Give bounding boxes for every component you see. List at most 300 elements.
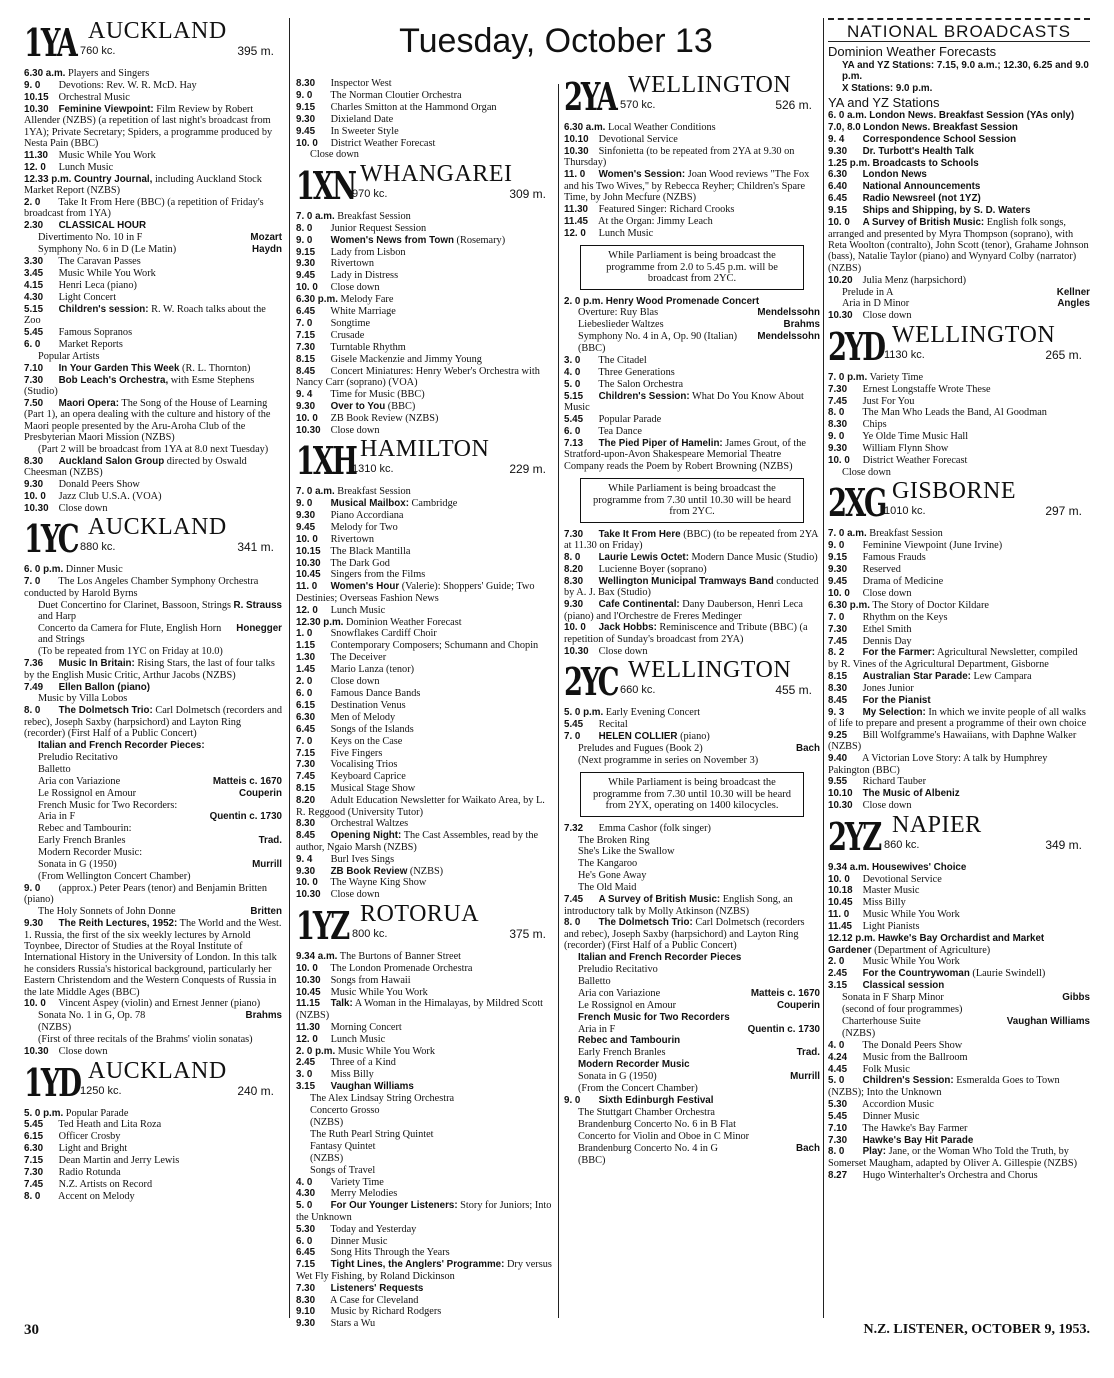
program-title: Hawke's Bay Orchardist and Market Gardener bbox=[828, 933, 1045, 956]
program-entry bbox=[828, 1075, 1090, 1098]
program-entry bbox=[24, 220, 282, 231]
program-details: The Cast Assembles, read by the author, Ngaio Marsh (NZBS) bbox=[296, 830, 539, 853]
program-time: 4.15 bbox=[24, 279, 44, 291]
station-header bbox=[828, 811, 1090, 859]
composer: Quentin c. 1730 bbox=[209, 811, 282, 823]
program-entry bbox=[828, 1146, 1090, 1169]
program-entry bbox=[828, 695, 1090, 706]
program-time: 11. 0 bbox=[296, 581, 318, 593]
program-time: 4. 0 bbox=[828, 1039, 845, 1051]
program-entry bbox=[296, 1153, 554, 1164]
program-details: English Song, an introductory talk by Molly Atkinson (NZBS) bbox=[564, 894, 793, 917]
program-entry bbox=[828, 921, 1090, 932]
program-time: 11.45 bbox=[564, 215, 588, 227]
program-time: 7. 0 a.m. bbox=[296, 210, 335, 222]
program-time: 6.30 bbox=[828, 169, 848, 181]
program-details: Breakfast Session bbox=[869, 528, 943, 540]
program-entry bbox=[24, 1131, 282, 1142]
program-entry bbox=[296, 818, 554, 829]
program-subtitle: Italian and French Recorder Pieces bbox=[578, 952, 742, 964]
program-details: (Department of Agriculture) bbox=[874, 944, 991, 956]
composer: Vaughan Williams bbox=[1006, 1015, 1090, 1027]
program-entry bbox=[564, 391, 820, 414]
program-entry bbox=[24, 197, 282, 220]
program-title: London News. Breakfast Session bbox=[863, 121, 1018, 133]
program-time: 9.15 bbox=[296, 101, 316, 113]
composer: Murrill bbox=[252, 859, 282, 871]
program-entry bbox=[24, 491, 282, 502]
program-entry bbox=[564, 755, 820, 766]
section-heading: NATIONAL BROADCASTS bbox=[828, 18, 1090, 42]
program-time: 8.30 bbox=[296, 1294, 316, 1306]
program-item: Prelude in A bbox=[842, 286, 894, 298]
program-time: 2. 0 p.m. bbox=[564, 295, 604, 307]
program-time: 8.15 bbox=[828, 670, 848, 682]
program-details: The Song of the House of Learning (Part 1), an opera dealing with the culture and history of the Maori people presented by the Aru-Aroha Club of the Presbyterian Maori Mission (NZBS) bbox=[24, 397, 271, 444]
program-time: 10.20 bbox=[828, 274, 853, 286]
station-frequency: 800 kc. bbox=[352, 927, 388, 940]
program-details: Dominion Weather Forecast bbox=[345, 616, 462, 628]
program-details: Songs of the Islands bbox=[330, 723, 414, 735]
program-entry bbox=[24, 576, 282, 599]
program-time: 10. 0 bbox=[296, 533, 318, 545]
program-time: 7. 0 bbox=[564, 730, 581, 742]
program-time: 8.30 bbox=[828, 682, 848, 694]
program-time: 9. 3 bbox=[828, 706, 845, 718]
program-time: 11.30 bbox=[24, 149, 48, 161]
program-time: 6. 0 p.m. bbox=[24, 564, 64, 576]
program-entry bbox=[24, 1179, 282, 1190]
program-time: 10.30 bbox=[828, 800, 853, 812]
program-item: Aria in F bbox=[578, 1023, 616, 1035]
program-details: Chips bbox=[862, 419, 887, 431]
program-entry bbox=[828, 707, 1090, 730]
program-time: 5. 0 bbox=[296, 1200, 313, 1212]
program-item: The Stuttgart Chamber Orchestra bbox=[578, 1106, 715, 1118]
program-time: 3.15 bbox=[296, 1081, 316, 1093]
program-details: Dixieland Date bbox=[330, 113, 394, 125]
program-entry bbox=[24, 871, 282, 882]
program-entry bbox=[296, 1224, 554, 1235]
program-entry bbox=[564, 1155, 820, 1166]
program-time: 10.30 bbox=[564, 645, 589, 657]
program-time: 6. 0 bbox=[296, 687, 313, 699]
program-entry bbox=[564, 846, 820, 857]
program-title: Talk: bbox=[330, 998, 353, 1010]
program-time: 11.15 bbox=[296, 998, 320, 1010]
program-time: 6.45 bbox=[296, 306, 316, 318]
program-time: 7.32 bbox=[564, 822, 584, 834]
program-time: 7.45 bbox=[564, 894, 584, 906]
program-time: 9. 4 bbox=[296, 853, 313, 865]
program-title: For the Pianist bbox=[862, 694, 931, 706]
program-details: Keys on the Case bbox=[330, 735, 403, 747]
program-title: Musical Mailbox: bbox=[330, 497, 409, 509]
program-entry bbox=[24, 835, 282, 846]
program-time: 10. 0 bbox=[296, 282, 318, 294]
composer: Brahms bbox=[245, 1010, 282, 1022]
program-time: 2. 0 p.m. bbox=[296, 1045, 336, 1057]
program-time: 4.45 bbox=[828, 1063, 848, 1075]
program-entry bbox=[828, 60, 1090, 83]
program-details: Dinner Music bbox=[330, 1235, 388, 1247]
program-title: Auckland Salon Group bbox=[58, 455, 165, 467]
program-entry bbox=[24, 68, 282, 79]
program-details: Inspector West bbox=[330, 78, 392, 89]
station-callsign: 2YC bbox=[564, 659, 618, 705]
station-city: WELLINGTON bbox=[628, 657, 792, 684]
program-time: 8.30 bbox=[296, 78, 316, 89]
program-details: In Sweeter Style bbox=[330, 125, 399, 137]
program-title: Play: bbox=[862, 1146, 886, 1158]
program-time: 9. 4 bbox=[296, 388, 313, 400]
program-entry bbox=[24, 150, 282, 161]
program-details: In which we invite people of all walks of life to prepare and present a programme of their own choice bbox=[828, 706, 1087, 729]
program-details: The Wayne King Show bbox=[330, 877, 427, 889]
program-title: For the Countrywoman bbox=[862, 968, 970, 980]
program-entry bbox=[564, 976, 820, 987]
program-details: Musical Stage Show bbox=[330, 783, 416, 795]
composer: Mozart bbox=[250, 232, 282, 244]
program-entry bbox=[24, 398, 282, 444]
program-entry bbox=[564, 1143, 820, 1154]
program-entry bbox=[564, 1095, 820, 1106]
station-frequency: 760 kc. bbox=[80, 45, 116, 57]
program-details: ZB Book Review (NZBS) bbox=[330, 412, 439, 424]
program-entry bbox=[296, 318, 554, 329]
program-entry bbox=[564, 367, 820, 378]
program-entry bbox=[296, 486, 554, 497]
program-time: 6.45 bbox=[296, 1247, 316, 1259]
program-time: 10. 0 bbox=[828, 873, 850, 885]
program-entry bbox=[296, 1306, 554, 1317]
program-details: Music While You Work bbox=[862, 956, 960, 968]
program-time: 5.45 bbox=[828, 1110, 848, 1122]
program-entry bbox=[24, 740, 282, 751]
program-title: The Music of Albeniz bbox=[862, 788, 960, 800]
program-entry bbox=[24, 623, 282, 646]
program-entry bbox=[564, 870, 820, 881]
program-time: 9.34 a.m. bbox=[296, 950, 338, 962]
program-details: Charles Smitton at the Hammond Organ bbox=[330, 101, 497, 113]
program-entry bbox=[564, 307, 820, 318]
program-item: Preludio Recitativo bbox=[578, 964, 658, 976]
program-item: Concerto da Camera for Flute, English Horn and Strings bbox=[38, 622, 222, 646]
program-item: He's Gone Away bbox=[578, 870, 647, 882]
program-entry bbox=[296, 1046, 554, 1057]
program-item: Concerto Grosso bbox=[310, 1105, 380, 1117]
program-entry bbox=[564, 426, 820, 437]
program-details: The Donald Peers Show bbox=[862, 1039, 963, 1051]
program-entry bbox=[296, 1022, 554, 1033]
program-time: 7.13 bbox=[564, 437, 584, 449]
program-details: Recital bbox=[598, 719, 628, 731]
program-item: Charterhouse Suite bbox=[842, 1015, 921, 1027]
program-details: Carl Dolmetsch (recorders and rebec), Joseph Saxby (harpsichord) and Layton Ring (recorder) (First Half of a Public Concert) bbox=[24, 705, 282, 740]
program-entry bbox=[24, 162, 282, 173]
program-details: Carl Dolmetsch (recorders and rebec), Joseph Saxby (harpsichord) and Layton Ring (recorder) (First Half of a Public Concert) bbox=[564, 917, 805, 952]
program-item: Aria con Variazione bbox=[578, 987, 661, 999]
program-details: The Caravan Passes bbox=[58, 256, 141, 267]
program-details: The Story of Doctor Kildare bbox=[872, 599, 989, 611]
program-item: (From the Concert Chamber) bbox=[578, 1083, 698, 1095]
program-details: Folk Music bbox=[862, 1063, 910, 1075]
program-entry bbox=[828, 1064, 1090, 1075]
program-details: Radio Rotunda bbox=[58, 1167, 121, 1179]
program-entry bbox=[564, 1107, 820, 1118]
station-header bbox=[24, 514, 282, 562]
program-details: Feminine Viewpoint (June Irvine) bbox=[862, 540, 1003, 552]
program-time: 5. 0 bbox=[828, 1075, 845, 1087]
program-time: 3.45 bbox=[24, 267, 44, 279]
program-entry bbox=[296, 889, 554, 900]
program-entry bbox=[564, 331, 820, 342]
program-time: 6.30 a.m. bbox=[24, 68, 66, 79]
program-entry bbox=[296, 102, 554, 113]
program-details: Jane, or the Woman Who Told the Truth, by Somerset Maugham, adapted by Oliver A. Gillespie (NZBS) bbox=[828, 1146, 1078, 1169]
program-details: Close down bbox=[330, 424, 380, 436]
program-time: 9.10 bbox=[296, 1306, 316, 1318]
program-time: 8.45 bbox=[296, 365, 316, 377]
program-details: English folk songs, arranged and presented by Myra Thompson (soprano), with Reta Woolton (contralto), John Scott (tenor), Grahame Johnson (bass), Natalie Taylor (piano) and Wynyard Colby (narrator) (NZBS) bbox=[828, 217, 1089, 274]
program-entry bbox=[828, 624, 1090, 635]
program-details: The Los Angeles Chamber Symphony Orchestra conducted by Harold Byrns bbox=[24, 576, 259, 599]
program-entry bbox=[296, 795, 554, 818]
program-time: 10.45 bbox=[828, 897, 853, 909]
program-time: 3. 0 bbox=[296, 1069, 313, 1081]
program-time: 8.30 bbox=[296, 818, 316, 830]
program-entry bbox=[24, 1022, 282, 1033]
program-details: Local Weather Conditions bbox=[607, 122, 716, 133]
program-time: 8. 0 bbox=[564, 551, 581, 563]
program-entry bbox=[296, 354, 554, 365]
page-number: 30 bbox=[24, 1322, 39, 1338]
program-entry bbox=[24, 693, 282, 704]
program-entry bbox=[828, 467, 1090, 478]
program-item: Preludes and Fugues (Book 2) bbox=[578, 742, 703, 754]
program-details: Close down bbox=[58, 503, 108, 515]
program-entry bbox=[296, 223, 554, 234]
program-entry bbox=[564, 319, 820, 330]
program-entry bbox=[564, 529, 820, 552]
program-entry bbox=[828, 980, 1090, 991]
station-city: NAPIER bbox=[892, 811, 982, 838]
program-time: 3.30 bbox=[24, 256, 44, 267]
composer: Bach bbox=[796, 742, 820, 754]
program-details: Gisele Mackenzie and Jimmy Young bbox=[330, 353, 482, 365]
program-details: Orchestral Music bbox=[58, 91, 130, 103]
program-title: Correspondence School Session bbox=[862, 133, 1017, 145]
program-time: 5.15 bbox=[564, 390, 584, 402]
program-time: 7.15 bbox=[24, 1155, 44, 1167]
program-entry bbox=[24, 256, 282, 267]
program-time: 6.15 bbox=[296, 699, 316, 711]
program-details: Variety Time bbox=[330, 1176, 384, 1188]
program-title: Ellen Ballon (piano) bbox=[58, 681, 151, 693]
program-time: 12.33 p.m. bbox=[24, 173, 72, 185]
program-details: Vocalising Trios bbox=[330, 759, 398, 771]
program-item: Balletto bbox=[38, 763, 71, 775]
program-details: (Rosemary) bbox=[456, 234, 506, 246]
composer: Couperin bbox=[777, 999, 820, 1011]
station-header bbox=[296, 436, 554, 484]
program-entry bbox=[24, 363, 282, 374]
program-entry bbox=[296, 78, 554, 89]
program-entry bbox=[296, 1105, 554, 1116]
program-time: 9.25 bbox=[828, 729, 848, 741]
program-entry bbox=[296, 510, 554, 521]
program-time: 7.45 bbox=[24, 1178, 44, 1190]
program-time: 8. 0 bbox=[828, 407, 845, 419]
program-time: 6. 0 bbox=[564, 426, 581, 438]
program-entry bbox=[564, 355, 820, 366]
program-entry bbox=[296, 389, 554, 400]
station-callsign: 1XH bbox=[296, 438, 356, 484]
program-time: 4. 0 bbox=[296, 1176, 313, 1188]
program-title: London News bbox=[862, 169, 927, 181]
program-details: A Victorian Love Story: A talk by Humphrey Pakington (BBC) bbox=[828, 753, 1048, 776]
program-entry bbox=[296, 652, 554, 663]
program-item: The Broken Ring bbox=[578, 834, 650, 846]
program-time: 10.15 bbox=[24, 91, 49, 103]
program-entry bbox=[828, 552, 1090, 563]
program-details: Three Generations bbox=[598, 367, 675, 378]
program-time: 10. 0 bbox=[24, 998, 46, 1010]
program-time: 9. 0 bbox=[296, 89, 313, 101]
program-entry bbox=[296, 401, 554, 412]
program-entry bbox=[828, 298, 1090, 309]
program-time: 12. 0 bbox=[564, 227, 586, 239]
station-city: HAMILTON bbox=[360, 436, 490, 463]
station-frequency: 1130 kc. bbox=[884, 348, 925, 361]
program-entry bbox=[828, 158, 1090, 169]
program-details: Three of a Kind bbox=[330, 1057, 396, 1069]
station-header bbox=[24, 18, 282, 65]
station-frequency: 860 kc. bbox=[884, 838, 920, 851]
program-time: 7.30 bbox=[296, 1282, 316, 1294]
program-time: 8. 2 bbox=[828, 647, 845, 659]
program-item: Sonata in F Sharp Minor bbox=[842, 992, 944, 1004]
program-details: The Hawke's Bay Farmer bbox=[862, 1122, 968, 1134]
program-entry bbox=[296, 1093, 554, 1104]
program-entry bbox=[564, 964, 820, 975]
program-entry bbox=[296, 866, 554, 877]
program-details: Master Music bbox=[862, 885, 920, 897]
program-entry bbox=[564, 134, 820, 145]
program-time: 8.45 bbox=[828, 694, 848, 706]
program-time: 10.18 bbox=[828, 885, 853, 897]
program-details: Famous Frauds bbox=[862, 552, 926, 564]
program-entry bbox=[296, 247, 554, 258]
program-entry bbox=[296, 1295, 554, 1306]
program-details: Popular Parade bbox=[65, 1107, 129, 1119]
column-rule bbox=[558, 84, 559, 1318]
program-item: Sonata in G (1950) bbox=[38, 859, 117, 871]
station-wavelength: 297 m. bbox=[1045, 504, 1082, 519]
program-time: 2.45 bbox=[828, 968, 848, 980]
composer: Murrill bbox=[790, 1071, 820, 1083]
program-entry bbox=[564, 296, 820, 307]
program-entry bbox=[828, 800, 1090, 811]
program-time: 1.15 bbox=[296, 640, 316, 652]
program-entry bbox=[296, 1034, 554, 1045]
station-wavelength: 240 m. bbox=[237, 1083, 274, 1098]
program-time: 5.45 bbox=[564, 719, 584, 731]
program-item: Symphony No. 4 in A, Op. 90 (Italian) bbox=[578, 331, 738, 343]
program-item: Symphony No. 6 in D (Le Matin) bbox=[38, 244, 177, 256]
program-time: 5.45 bbox=[24, 326, 44, 338]
program-details: Popular Parade bbox=[598, 414, 662, 426]
station-city: WELLINGTON bbox=[628, 72, 792, 98]
program-entry bbox=[296, 1259, 554, 1282]
program-entry bbox=[24, 375, 282, 398]
program-entry bbox=[296, 569, 554, 580]
program-item: The Old Maid bbox=[578, 882, 637, 894]
program-details: Dean Martin and Jerry Lewis bbox=[58, 1155, 180, 1167]
program-details: A Case for Cleveland bbox=[330, 1294, 419, 1306]
program-entry bbox=[296, 759, 554, 770]
program-entry bbox=[296, 366, 554, 389]
program-details: Reminiscence and Tribute (BBC) (a repetition of Sunday's broadcast from 2YA) bbox=[564, 622, 808, 645]
program-title: Sixth Edinburgh Festival bbox=[598, 1095, 714, 1106]
program-item: Aria in F bbox=[38, 811, 76, 823]
program-entry bbox=[828, 193, 1090, 204]
program-time: 11. 0 bbox=[564, 169, 586, 181]
program-entry bbox=[296, 1165, 554, 1176]
program-time: 6. 0 bbox=[296, 1235, 313, 1247]
program-entry bbox=[296, 771, 554, 782]
program-entry bbox=[564, 1071, 820, 1082]
program-entry bbox=[24, 705, 282, 739]
program-entry bbox=[296, 748, 554, 759]
program-entry bbox=[564, 552, 820, 563]
program-details: Esmeralda Goes to Town (NZBS); Into the Unknown bbox=[828, 1075, 1060, 1098]
program-item: The Alex Lindsay String Orchestra bbox=[310, 1093, 455, 1105]
program-time: 10.10 bbox=[828, 788, 853, 800]
program-entry bbox=[24, 998, 282, 1009]
program-item: Songs of Travel bbox=[310, 1164, 376, 1176]
program-details: White Marriage bbox=[330, 306, 396, 318]
program-details: Today and Yesterday bbox=[330, 1223, 417, 1235]
station-city: AUCKLAND bbox=[88, 18, 227, 44]
program-entry bbox=[828, 600, 1090, 611]
program-details: The Norman Cloutier Orchestra bbox=[330, 89, 462, 101]
program-entry bbox=[564, 1047, 820, 1058]
program-time: 2.30 bbox=[24, 220, 44, 232]
program-details: Lady in Distress bbox=[330, 270, 399, 282]
program-entry bbox=[564, 228, 820, 239]
program-entry bbox=[24, 1191, 282, 1202]
program-details: Music While You Work bbox=[337, 1045, 435, 1057]
program-details: Close down bbox=[330, 282, 380, 294]
program-time: 10. 0 bbox=[24, 491, 46, 503]
program-details: A Woman in the Himalayas, by Mildred Scott (NZBS) bbox=[296, 998, 544, 1021]
program-entry bbox=[828, 753, 1090, 776]
program-details: Close down bbox=[862, 310, 912, 322]
program-time: 8. 0 bbox=[564, 917, 581, 929]
program-time: 10. 0 bbox=[296, 412, 318, 424]
program-entry bbox=[828, 1028, 1090, 1039]
program-entry bbox=[296, 138, 554, 149]
program-entry bbox=[296, 783, 554, 794]
program-details: The Deceiver bbox=[330, 652, 387, 664]
program-time: 9. 0 bbox=[24, 79, 41, 91]
program-time: 9.45 bbox=[296, 270, 316, 282]
program-entry bbox=[296, 1117, 554, 1128]
station-city: AUCKLAND bbox=[88, 1057, 227, 1084]
program-title: Listeners' Requests bbox=[330, 1282, 424, 1294]
program-details: Early Evening Concert bbox=[605, 707, 701, 719]
